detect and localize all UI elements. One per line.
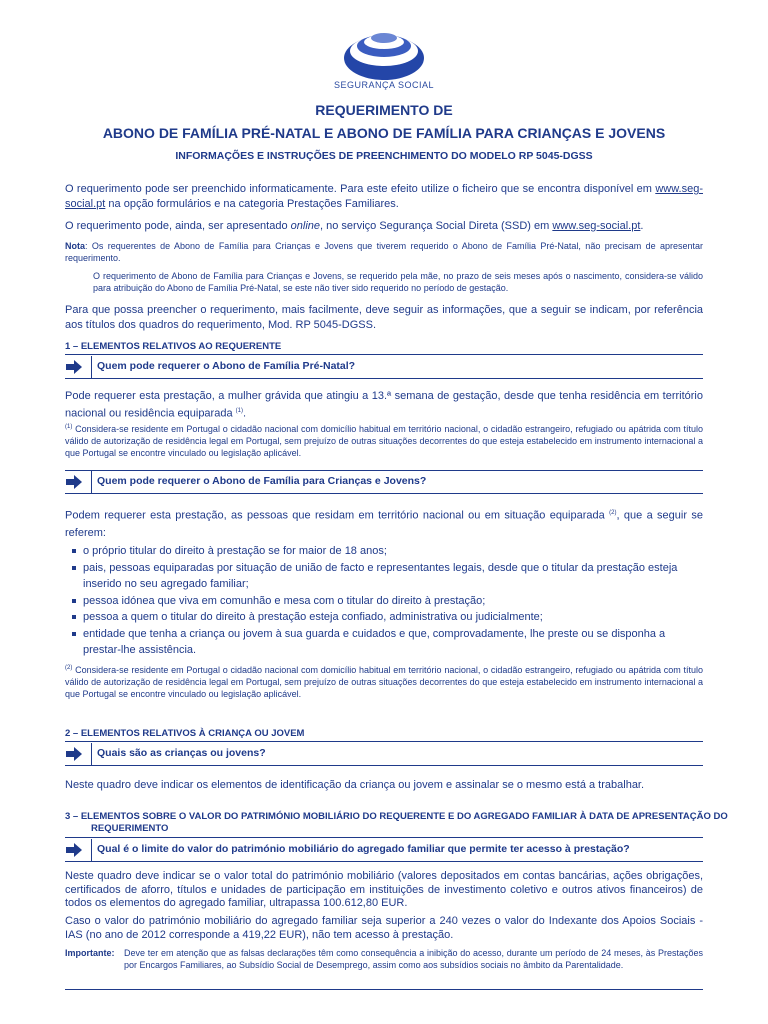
footnote-ref: (2)	[609, 510, 617, 516]
footnote-ref: (2)	[65, 665, 73, 671]
intro-text: O requerimento pode ser preenchido informaticamente. Para este efeito utilize o ficheiro que se encontra disponível em	[65, 183, 656, 195]
section-2-title: 2 – ELEMENTOS RELATIVOS À CRIANÇA OU JOVEM	[65, 728, 305, 739]
question-1-text: Quem pode requerer o Abono de Família Pré-Natal?	[97, 360, 356, 372]
question-4	[65, 839, 703, 862]
list-item: o próprio titular do direito à prestação se for maior de 18 anos;	[72, 543, 703, 560]
arrow-right-icon	[65, 474, 83, 490]
answer-4b: Caso o valor do património mobiliário do agregado familiar seja superior a 240 vezes o valor do Indexante dos Apoios Sociais - IAS (no ano de 2012 corresponde a 419,22 EUR), não tem acesso à prestação.	[65, 915, 703, 941]
answer-1-end: .	[242, 407, 247, 420]
intro-text: , no serviço Segurança Social Direta (SSD) em	[320, 220, 553, 232]
question-separator	[91, 743, 92, 765]
intro-paragraph-1	[65, 182, 703, 212]
note-text: : Os requerentes de Abono de Família para Crianças e Jovens que tiverem requerido o Abono de Família Pré-Natal, não precisam de apresentar requerimento.	[65, 241, 703, 263]
online-text: online	[290, 220, 321, 232]
list-item: pessoa idónea que viva em comunhão e mesa com o titular do direito à prestação;	[72, 593, 703, 610]
note-label: Nota	[65, 241, 85, 251]
footnote-ref: (1)	[235, 408, 243, 414]
divider	[65, 354, 703, 355]
section-3-title: 3 – ELEMENTOS SOBRE O VALOR DO PATRIMÓNIO MOBILIÁRIO DO REQUERENTE E DO AGREGADO FAMILIAR À DATA DE APRESENTAÇÃO DO REQUERIMENTO	[65, 811, 728, 834]
subtitle: INFORMAÇÕES E INSTRUÇÕES DE PREENCHIMENTO DO MODELO RP 5045-DGSS	[175, 150, 593, 162]
question-separator	[91, 839, 92, 861]
eligible-list	[72, 543, 703, 659]
arrow-right-icon	[65, 842, 83, 858]
footnote-2-text: Considera-se residente em Portugal o cidadão nacional com domicílio habitual em território nacional, o cidadão estrangeiro, refugiado ou apátrida com título válido de autorização de residência legal em Portugal, sem prejuízo de outras situações decorrentes do que esteja estabelecido em instrumento internacional a que Portugal se encontre vinculado ou legislação aplicável.	[65, 665, 703, 699]
answer-2-text: , que a seguir se referem:	[65, 509, 703, 539]
important-label: Importante:	[65, 948, 115, 958]
title-line-2: ABONO DE FAMÍLIA PRÉ-NATAL E ABONO DE FAMÍLIA PARA CRIANÇAS E JOVENS	[102, 125, 666, 141]
footnote-2	[65, 662, 703, 700]
list-item: pais, pessoas equiparadas por situação de união de facto e representantes legais, desde que o titular da prestação esteja inserido no seu agregado familiar;	[72, 560, 703, 593]
logo-text: SEGURANÇA SOCIAL	[333, 80, 435, 90]
question-2-text: Quem pode requerer o Abono de Família para Crianças e Jovens?	[97, 475, 427, 487]
intro-text: na opção formulários e na categoria Prestações Familiares.	[105, 198, 399, 210]
answer-1	[65, 389, 703, 422]
footnote-ref: (1)	[65, 424, 73, 430]
section-1-title: 1 – ELEMENTOS RELATIVOS AO REQUERENTE	[65, 341, 282, 352]
intro-text: O requerimento pode, ainda, ser apresentado	[65, 220, 291, 232]
list-item: entidade que tenha a criança ou jovem à sua guarda e cuidados e que, comprovadamente, lhe preste ou se disponha a prestar-lhe assistência.	[72, 626, 703, 659]
arrow-right-icon	[65, 359, 83, 375]
title-line-1: REQUERIMENTO DE	[315, 102, 453, 118]
note	[65, 240, 703, 264]
intro-paragraph-2	[65, 219, 703, 234]
note-2: O requerimento de Abono de Família para Crianças e Jovens, se requerido pela mãe, no prazo de seis meses após o nascimento, considera-se válido para atribuição do Abono de Família Pré-Natal, se este não tiver sido requerido no período de gestação.	[93, 271, 703, 293]
divider	[65, 989, 703, 990]
question-4-text: Qual é o limite do valor do património mobiliário do agregado familiar que permite ter acesso à prestação?	[97, 843, 630, 855]
footnote-1	[65, 421, 703, 459]
question-separator	[91, 471, 92, 493]
website-link[interactable]: www.seg-social.pt	[65, 183, 703, 210]
intro-paragraph-3: Para que possa preencher o requerimento, mais facilmente, deve seguir as informações, que a seguir se indicam, por referência aos títulos dos quadros do requerimento, Mod. RP 5045-DGSS.	[65, 304, 703, 331]
answer-2	[65, 505, 703, 542]
list-item: pessoa a quem o titular do direito à prestação esteja confiado, administrativa ou judicialmente;	[72, 609, 703, 626]
website-link[interactable]: www.seg-social.pt	[552, 220, 641, 232]
answer-4: Neste quadro deve indicar se o valor total do património mobiliário (valores depositados em contas bancárias, ações obrigações, certificados de aforro, títulos e unidades de participação em instituições de investimento coletivo e outros ativos financeiros) de todos os elementos do agregado familiar, ultrapassa 100.612,80 EUR.	[65, 870, 703, 909]
answer-1-text: Pode requerer esta prestação, a mulher grávida que atingiu a 13.ª semana de gestação, desde que tenha residência em território nacional ou residência equiparada	[65, 390, 703, 420]
question-3	[65, 743, 703, 766]
question-separator	[91, 356, 92, 378]
answer-3: Neste quadro deve indicar os elementos de identificação da criança ou jovem e assinalar se o mesmo está a trabalhar.	[65, 779, 645, 791]
intro-text: .	[640, 220, 644, 232]
divider	[65, 741, 703, 742]
question-3-text: Quais são as crianças ou jovens?	[97, 747, 266, 759]
divider	[65, 837, 703, 838]
important-note	[65, 947, 703, 971]
arrow-right-icon	[65, 746, 83, 762]
question-1	[65, 356, 703, 379]
question-2	[65, 471, 703, 494]
answer-2-text: Podem requerer esta prestação, as pessoas que residam em território nacional ou em situação equiparada	[65, 509, 605, 522]
footnote-1-text: Considera-se residente em Portugal o cidadão nacional com domicílio habitual em território nacional, o cidadão estrangeiro, refugiado ou apátrida com título válido de autorização de residência legal em Portugal, sem prejuízo de outras situações decorrentes do que esteja estabelecido em instrumento internacional a que Portugal se encontre vinculado ou legislação aplicável.	[65, 424, 703, 458]
important-text: Deve ter em atenção que as falsas declarações têm como consequência a inibição do acesso, durante um período de 24 meses, às Prestações por Encargos Familiares, ao Subsídio Social de Desemprego, assim como aos subsídios sociais no âmbito da Parentalidade.	[124, 948, 703, 970]
